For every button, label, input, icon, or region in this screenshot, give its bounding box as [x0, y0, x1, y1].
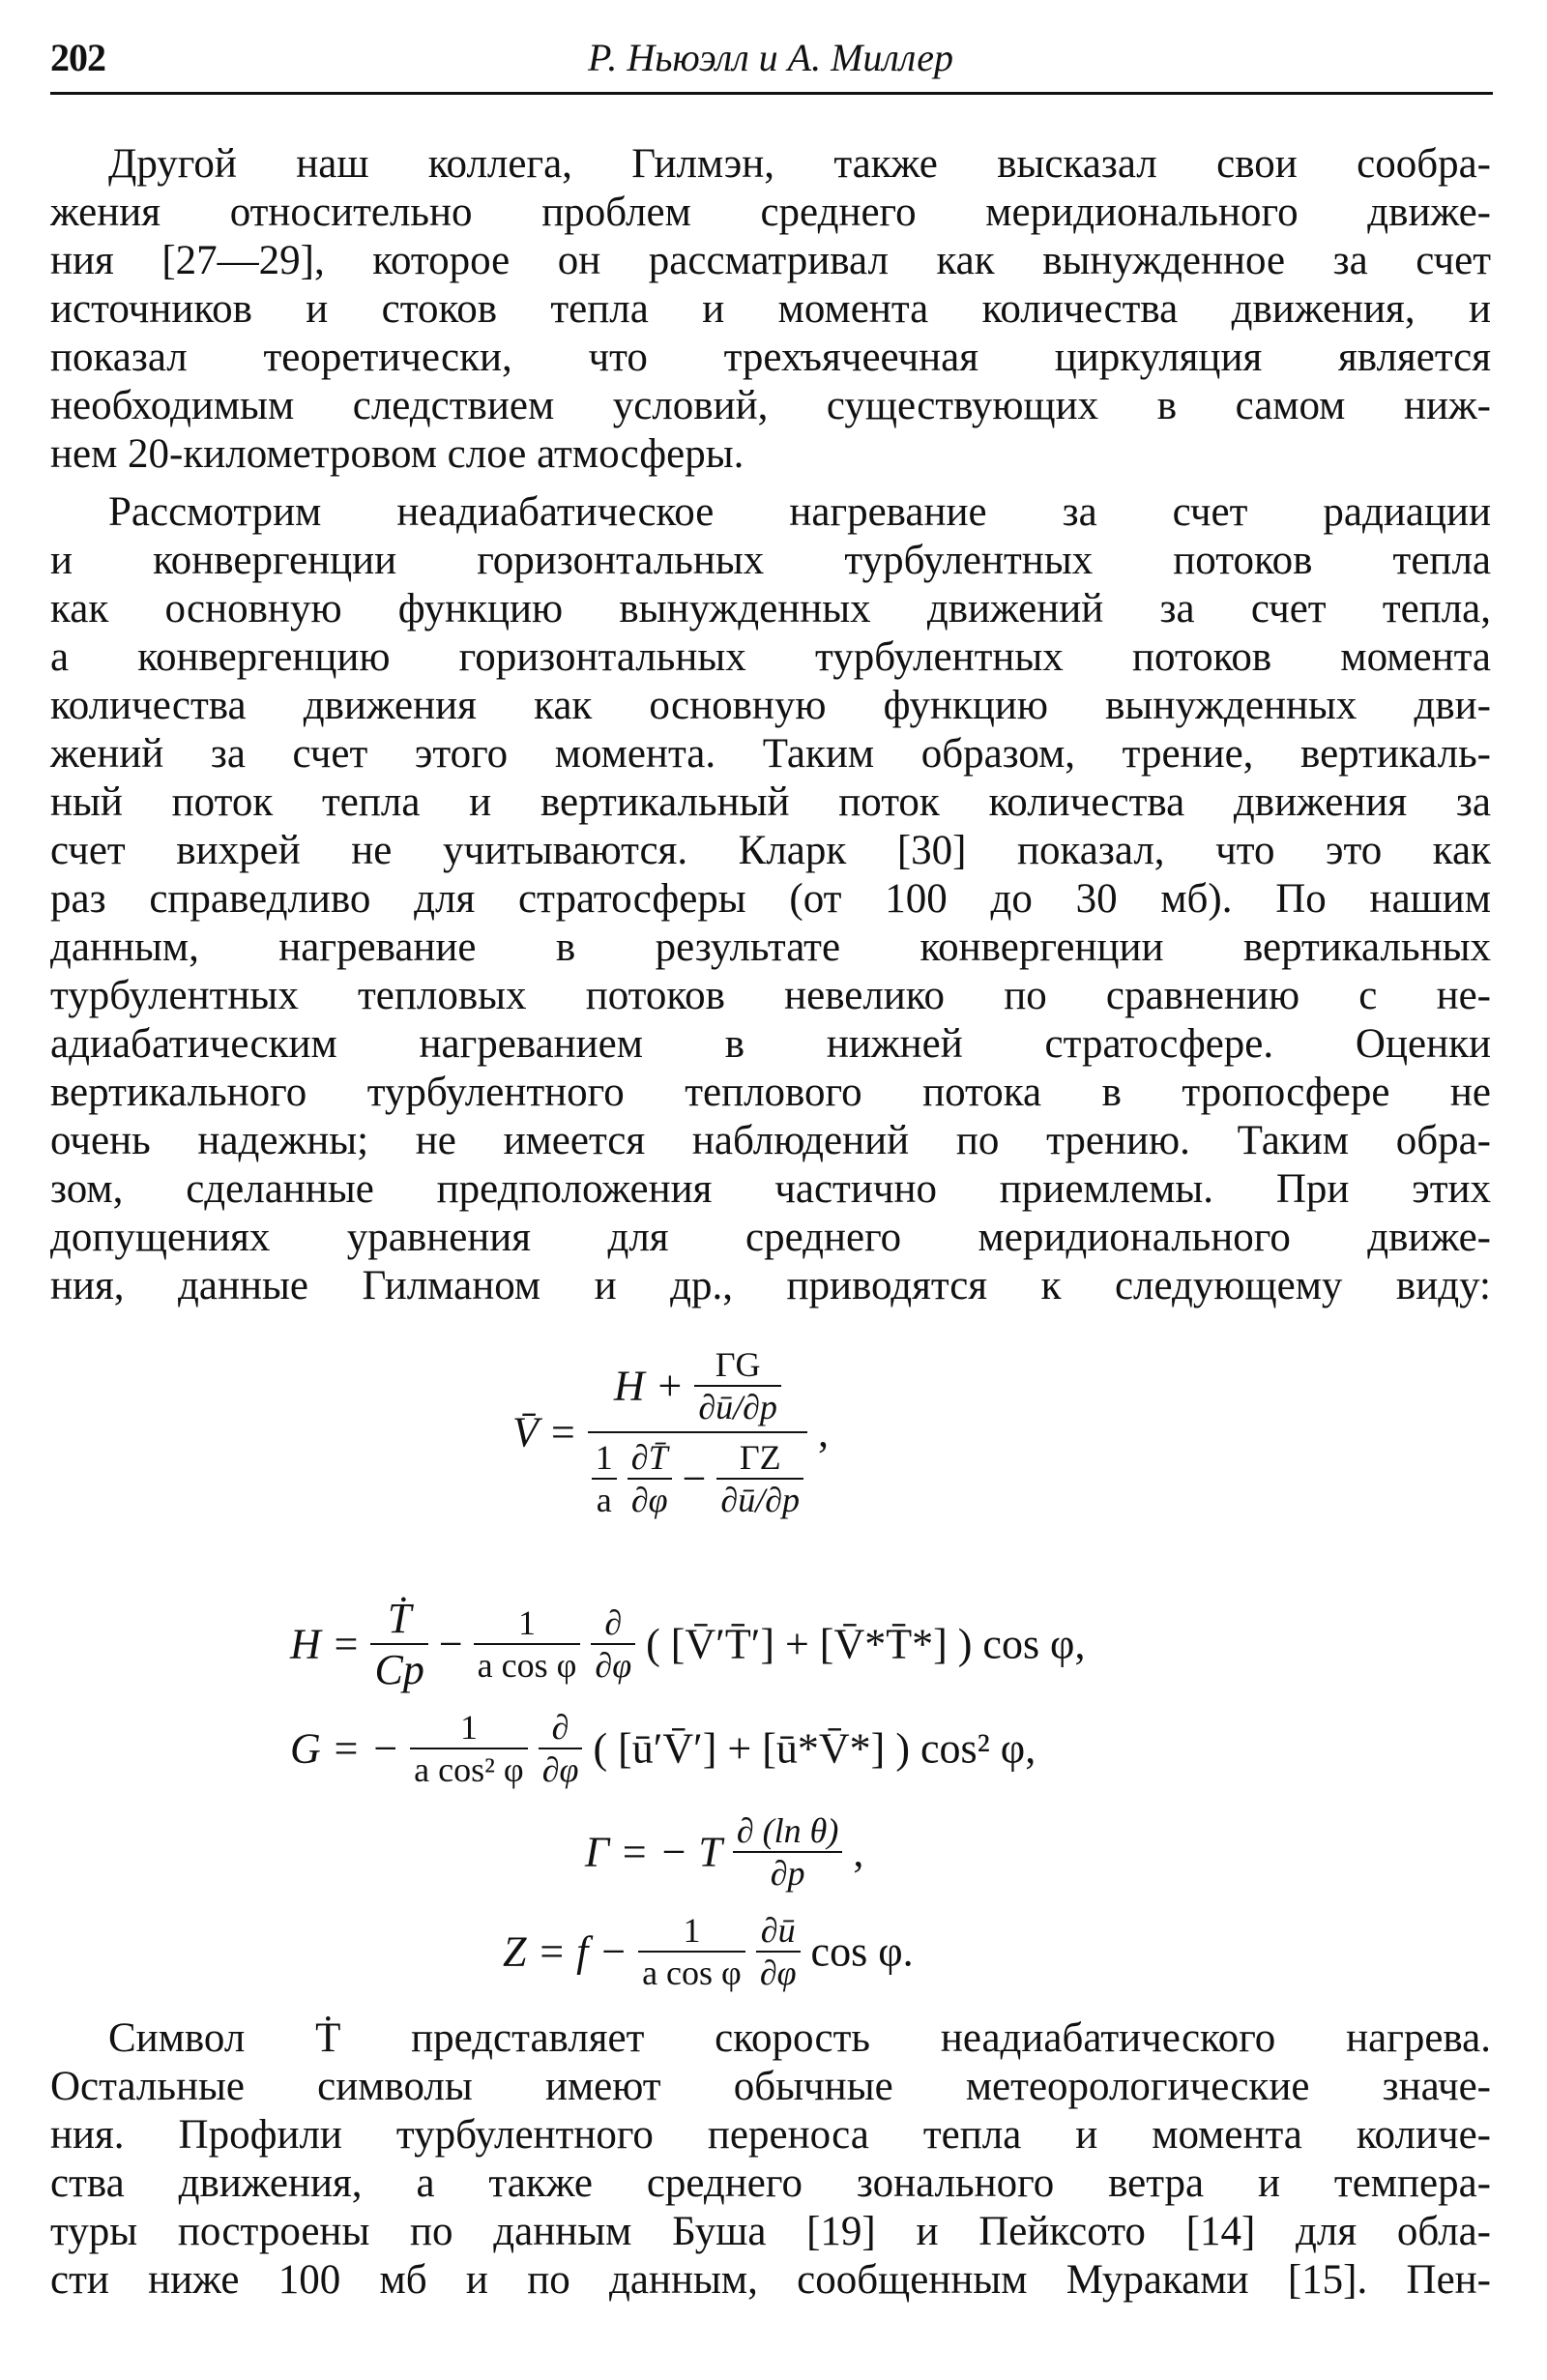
equation-h-acos: a cos φ: [474, 1643, 581, 1686]
text-line: источников и стоков тепла и момента количества движения, и: [50, 286, 1491, 332]
equation-g-lhs: G = −: [290, 1724, 400, 1773]
equation-v-num-frac: [694, 1344, 781, 1427]
equation-z-lhs: Z = f −: [503, 1927, 628, 1976]
equation-g-frac-1: [410, 1707, 528, 1790]
text-line: ния [27—29], которое он рассматривал как вынужденное за счет: [50, 238, 1491, 283]
text-line: Символ Ṫ представляет скорость неадиабатического нагрева.: [108, 2015, 1491, 2061]
equation-v-den-dphi: ∂φ: [628, 1478, 672, 1520]
paragraph-3: [50, 2014, 1491, 2305]
equation-g-dphi: ∂φ: [539, 1748, 583, 1790]
equation-g-frac-2: [539, 1707, 583, 1790]
equation-v-den-frac-2: [628, 1437, 672, 1520]
text-line: адиабатическим нагреванием в нижней стратосфере. Оценки: [50, 1021, 1491, 1067]
text-line: Другой наш коллега, Гилмэн, также высказал свои сообра-: [108, 141, 1491, 187]
equation-v-den-one: 1: [595, 1438, 613, 1477]
text-line: и конвергенции горизонтальных турбулентных потоков тепла: [50, 538, 1491, 583]
text-line: нем 20-километровом слое атмосферы.: [50, 431, 744, 477]
equation-g-acos2: a cos² φ: [410, 1748, 528, 1790]
equation-h: [290, 1594, 1085, 1694]
text-line: сти ниже 100 мб и по данным, сообщенным Мураками [15]. Пен-: [50, 2257, 1491, 2303]
equation-h-body: ( [V̄′T̄′] + [V̄*T̄*] ) cos φ,: [646, 1620, 1086, 1668]
text-line: очень надежны; не имеется наблюдений по трению. Таким обра-: [50, 1118, 1491, 1163]
equation-v-lhs: V̄ =: [512, 1408, 577, 1456]
equation-v-denominator: [588, 1431, 807, 1520]
equation-h-lhs: H =: [290, 1620, 361, 1668]
equation-v-fraction: [588, 1344, 807, 1520]
equation-v: [512, 1344, 829, 1520]
equation-h-frac-1: [370, 1594, 427, 1694]
paragraph-2: [50, 488, 1491, 1310]
equation-z-frac-1: [638, 1910, 745, 1993]
text-line: жений за счет этого момента. Таким образом, трение, вертикаль-: [50, 731, 1491, 777]
text-line: жения относительно проблем среднего меридионального движе-: [50, 190, 1491, 235]
equation-h-d: ∂: [604, 1603, 623, 1642]
text-line: туры построены по данным Буша [19] и Пейксото [14] для обла-: [50, 2209, 1491, 2254]
text-line: ный поток тепла и вертикальный поток количества движения за: [50, 779, 1491, 825]
header-rule: [50, 92, 1493, 95]
equation-z: [503, 1910, 914, 1993]
equation-g-one: 1: [459, 1708, 478, 1747]
equation-v-numerator: [588, 1344, 807, 1431]
text-line: счет вихрей не учитываются. Кларк [30] показал, что это как: [50, 828, 1491, 873]
equation-h-minus: −: [438, 1620, 463, 1668]
equation-gamma-tail: ,: [853, 1828, 864, 1876]
equation-g-d: ∂: [551, 1708, 569, 1747]
equation-gamma: [585, 1810, 863, 1894]
equation-z-frac-2: [756, 1910, 801, 1993]
text-line: а конвергенцию горизонтальных турбулентных потоков момента: [50, 634, 1491, 680]
equation-h-frac-3: [591, 1602, 635, 1686]
equation-gamma-frac: [733, 1810, 842, 1894]
text-line: зом, сделанные предположения частично приемлемы. При этих: [50, 1166, 1491, 1212]
text-line: ства движения, а также среднего зонального ветра и темпера-: [50, 2160, 1491, 2206]
text-line: данным, нагревание в результате конвергенции вертикальных: [50, 925, 1491, 970]
text-line: вертикального турбулентного теплового потока в тропосфере не: [50, 1070, 1491, 1115]
text-line: количества движения как основную функцию вынужденных дви-: [50, 683, 1491, 728]
text-line: Рассмотрим неадиабатическое нагревание за счет радиации: [108, 489, 1491, 535]
equation-z-dphi: ∂φ: [756, 1951, 801, 1993]
paragraph-1: [50, 140, 1491, 479]
text-line: раз справедливо для стратосферы (от 100 до 30 мб). По нашим: [50, 876, 1491, 922]
equation-gamma-den: ∂p: [733, 1851, 842, 1894]
equation-gamma-lhs: Γ = − T: [585, 1828, 722, 1876]
equation-h-dphi: ∂φ: [591, 1643, 635, 1686]
equation-v-den-frac-1: [592, 1437, 617, 1520]
equation-z-one: 1: [683, 1911, 701, 1950]
equation-v-den-minus: −: [682, 1454, 707, 1503]
text-line: необходимым следствием условий, существующих в самом ниж-: [50, 383, 1491, 428]
equation-v-den-a: a: [592, 1478, 617, 1520]
equation-g-body: ( [ū′V̄′] + [ū*V̄*] ) cos² φ,: [593, 1724, 1036, 1773]
equation-v-den-frac-bottom: ∂ū/∂p: [716, 1478, 803, 1520]
page-header: [50, 27, 1491, 85]
equation-z-acos: a cos φ: [638, 1951, 745, 1993]
page-number: 202: [50, 36, 105, 79]
text-line: ния. Профили турбулентного переноса тепла и момента количе-: [50, 2112, 1491, 2158]
equation-h-frac-2: [474, 1602, 581, 1686]
running-head: Р. Ньюэлл и А. Миллер: [587, 36, 954, 79]
equation-h-tdot: Ṫ: [387, 1595, 412, 1642]
equation-z-tail: cos φ.: [810, 1927, 914, 1976]
equation-z-du: ∂ū: [760, 1911, 796, 1950]
equation-h-one: 1: [518, 1603, 537, 1642]
text-line: Остальные символы имеют обычные метеорологические значе-: [50, 2064, 1491, 2109]
equation-h-cp: Cp: [370, 1643, 427, 1694]
equation-v-den-dT: ∂T̄: [630, 1438, 668, 1477]
equation-v-den-frac-top: ΓZ: [739, 1438, 781, 1477]
text-line: ния, данные Гилманом и др., приводятся к следующему виду:: [50, 1263, 1491, 1308]
equation-v-num-frac-bottom: ∂ū/∂p: [694, 1385, 781, 1427]
equation-v-num-frac-top: ΓG: [715, 1345, 761, 1384]
equation-g: [290, 1707, 1036, 1790]
text-line: показал теоретически, что трехъячеечная циркуляция является: [50, 335, 1491, 380]
text-line: турбулентных тепловых потоков невелико по сравнению с не-: [50, 973, 1491, 1018]
text-line: допущениях уравнения для среднего меридионального движе-: [50, 1215, 1491, 1260]
equation-v-den-frac-3: [716, 1437, 803, 1520]
equation-gamma-num: ∂ (ln θ): [736, 1811, 839, 1850]
equation-v-tail: ,: [818, 1408, 830, 1456]
text-line: как основную функцию вынужденных движений за счет тепла,: [50, 586, 1491, 632]
equation-v-h-term: H +: [613, 1362, 685, 1410]
